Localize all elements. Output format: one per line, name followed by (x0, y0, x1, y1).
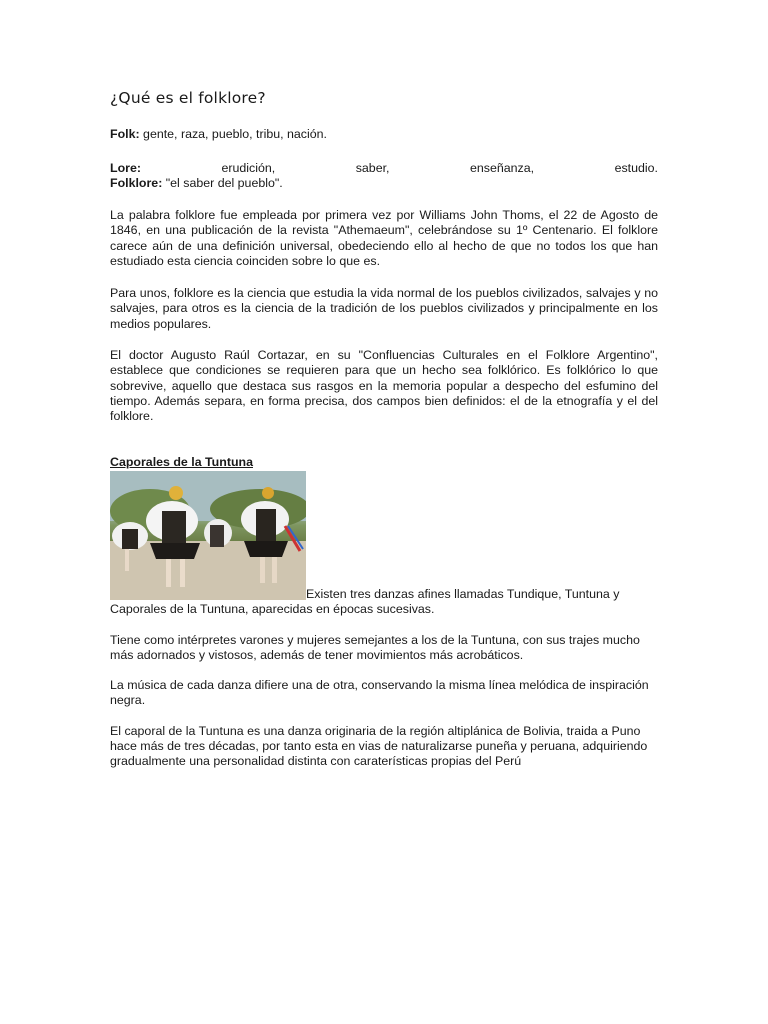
definition-word: erudición, (221, 161, 276, 175)
section-body (110, 587, 658, 770)
definition-term: Folk: (110, 127, 140, 141)
dancers-illustration (110, 471, 306, 600)
paragraph: Existen tres danzas afines llamadas Tundique, Tuntuna y Caporales de la Tuntuna, aparecidas en épocas sucesivas. (110, 587, 620, 617)
paragraph: El caporal de la Tuntuna es una danza originaria de la región altiplánica de Bolivia, traida a Puno hace más de tres décadas, por tanto esta en vias de naturalizarse puneña y peruana, adquiriendo gradualmente una personalidad distinta con caraterísticas propias del Perú (110, 723, 648, 769)
page-title: ¿Qué es el folklore? (110, 89, 266, 107)
dancers-photo (110, 471, 306, 600)
paragraph: Para unos, folklore es la ciencia que estudia la vida normal de los pueblos civilizados, salvajes y no salvajes, para otros es la ciencia de la tradición de los pueblos civilizados y principalmente en los medios populares. (110, 286, 658, 331)
paragraph: Tiene como intérpretes varones y mujeres semejantes a los de la Tuntuna, con sus trajes mucho más adornados y vistosos, además de tener movimientos más acrobáticos. (110, 632, 640, 662)
definition-text: gente, raza, pueblo, tribu, nación. (139, 127, 327, 141)
definition-folk (110, 127, 658, 142)
definition-word: estudio. (614, 161, 658, 175)
paragraph: La música de cada danza difiere una de otra, conservando la misma línea melódica de inspiración negra. (110, 678, 649, 708)
definition-text: "el saber del pueblo". (162, 176, 283, 191)
definition-word: saber, (355, 161, 390, 175)
definition-word: enseñanza, (469, 161, 535, 175)
paragraph: El doctor Augusto Raúl Cortazar, en su "Confluencias Culturales en el Folklore Argentino", establece que condiciones se requieren para que un hecho sea folklórico. Es folklórico lo que sobrevive, aquello que destaca sus rasgos en la memoria popular a despecho del esfumino del tiempo. Además separa, en forma precisa, dos campos bien definidos: el de la etnografía y el del folklore. (110, 348, 658, 424)
section-title: Caporales de la Tuntuna (110, 455, 253, 469)
definition-lore (110, 161, 658, 192)
definition-folklore (110, 176, 658, 191)
paragraph: La palabra folklore fue empleada por primera vez por Williams John Thoms, el 22 de Agosto de 1846, en una publicación de la revista "Athemaeum", celebrándose su 1º Centenario. El folklore carece aún de una definición universal, obedeciendo ello al hecho de que no todos los que han estudiado esta ciencia coinciden sobre lo que es. (110, 208, 658, 268)
definition-term: Folklore: (110, 176, 163, 191)
definition-term: Lore: (110, 161, 141, 175)
